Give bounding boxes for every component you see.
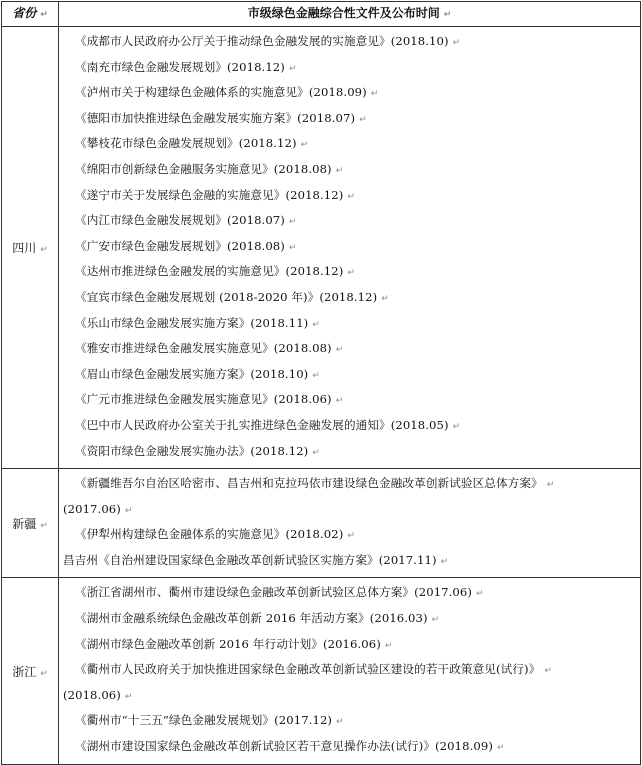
return-mark-icon: ↵ <box>347 531 356 542</box>
list-item <box>75 81 640 107</box>
province-label: 浙江 <box>12 664 37 679</box>
return-mark-icon: ↵ <box>384 640 393 651</box>
list-item <box>75 209 640 235</box>
list-item <box>75 286 640 312</box>
document-title: 《衢州市“十三五”绿色金融发展规划》(2017.12) <box>75 713 333 728</box>
document-title: 《绵阳市创新绿色金融服务实施意见》(2018.08) <box>75 161 332 176</box>
province-cell <box>2 578 59 764</box>
document-title: 《伊犁州构建绿色金融体系的实施意见》(2018.02) <box>75 527 344 542</box>
document-title: 《广元市推进绿色金融发展实施意见》(2018.06) <box>75 392 332 407</box>
policy-table <box>1 1 641 765</box>
table-row <box>2 27 641 469</box>
return-mark-icon: ↵ <box>546 480 555 491</box>
list-item <box>75 30 640 56</box>
document-title: 《资阳市绿色金融发展实施办法》(2018.12) <box>75 443 309 458</box>
document-title: (2018.06) <box>63 687 121 702</box>
document-title: 《衢州市人民政府关于加快推进国家绿色金融改革创新试验区建设的若干政策意见(试行)》 <box>75 662 541 677</box>
return-mark-icon: ↵ <box>312 370 320 381</box>
document-title: 《湖州市金融系统绿色金融改革创新 2016 年活动方案》(2016.03) <box>75 611 428 626</box>
header-row <box>2 2 641 27</box>
return-mark-icon: ↵ <box>431 615 440 626</box>
list-item <box>75 414 640 440</box>
list-item <box>75 633 640 659</box>
document-list-cell <box>59 578 641 764</box>
return-mark-icon: ↵ <box>496 743 505 754</box>
return-mark-icon: ↵ <box>124 691 133 702</box>
document-title: 《巴中市人民政府办公室关于扎实推进绿色金融发展的通知》(2018.05) <box>75 417 449 432</box>
return-mark-icon: ↵ <box>335 396 344 407</box>
return-mark-icon: ↵ <box>443 10 452 20</box>
return-mark-icon: ↵ <box>300 140 309 151</box>
return-mark-icon: ↵ <box>336 717 344 728</box>
list-item <box>75 472 640 498</box>
document-title: (2017.06) <box>63 501 121 516</box>
header-province <box>2 2 59 27</box>
header-content-label: 市级绿色金融综合性文件及公布时间 <box>247 6 440 20</box>
document-title: 《宜宾市绿色金融发展规划 (2018-2020 年)》(2018.12) <box>75 289 378 304</box>
list-item <box>75 709 640 735</box>
return-mark-icon: ↵ <box>124 505 133 516</box>
return-mark-icon: ↵ <box>452 38 461 48</box>
return-mark-icon: ↵ <box>347 268 356 279</box>
return-mark-icon: ↵ <box>40 520 48 531</box>
list-item <box>75 388 640 414</box>
document-title: 《攀枝花市绿色金融发展规划》(2018.12) <box>75 136 297 151</box>
return-mark-icon: ↵ <box>335 165 344 176</box>
return-mark-icon: ↵ <box>312 447 320 458</box>
return-mark-icon: ↵ <box>288 63 297 74</box>
table-row <box>2 469 641 578</box>
list-item <box>59 684 640 710</box>
return-mark-icon: ↵ <box>381 293 389 304</box>
return-mark-icon: ↵ <box>370 89 379 100</box>
document-title: 《德阳市加快推进绿色金融发展实施方案》(2018.07) <box>75 110 356 125</box>
list-item <box>75 523 640 549</box>
document-title: 《雅安市推进绿色金融发展实施意见》(2018.08) <box>75 341 332 356</box>
document-title: 《湖州市绿色金融改革创新 2016 年行动计划》(2016.06) <box>75 636 381 651</box>
table-row <box>2 578 641 764</box>
list-item <box>59 498 640 524</box>
return-mark-icon: ↵ <box>452 421 461 432</box>
header-province-label: 省份 <box>12 6 37 20</box>
document-title: 《眉山市绿色金融发展实施方案》(2018.10) <box>75 366 309 381</box>
province-label: 四川 <box>12 241 37 256</box>
list-item <box>75 312 640 338</box>
list-item <box>75 363 640 389</box>
return-mark-icon: ↵ <box>440 556 449 567</box>
document-title: 《遂宁市关于发展绿色金融的实施意见》(2018.12) <box>75 187 344 202</box>
list-item <box>59 549 640 575</box>
return-mark-icon: ↵ <box>347 191 356 202</box>
list-item <box>75 56 640 82</box>
list-item <box>75 107 640 133</box>
return-mark-icon: ↵ <box>288 217 297 228</box>
document-title: 《达州市推进绿色金融发展的实施意见》(2018.12) <box>75 264 344 279</box>
return-mark-icon: ↵ <box>288 242 297 253</box>
document-title: 《浙江省湖州市、衢州市建设绿色金融改革创新试验区总体方案》(2017.06) <box>75 585 473 600</box>
return-mark-icon: ↵ <box>312 319 320 330</box>
document-title: 《内江市绿色金融发展规划》(2018.07) <box>75 213 285 228</box>
document-title: 《乐山市绿色金融发展实施方案》(2018.11) <box>75 315 309 330</box>
list-item <box>75 440 640 466</box>
list-item <box>75 132 640 158</box>
list-item <box>75 158 640 184</box>
province-cell <box>2 469 59 578</box>
document-title: 《南充市绿色金融发展规划》(2018.12) <box>75 59 285 74</box>
header-content <box>59 2 641 27</box>
return-mark-icon: ↵ <box>544 666 552 677</box>
document-title: 《湖州市建设国家绿色金融改革创新试验区若干意见操作办法(试行)》(2018.09) <box>75 739 493 754</box>
list-item <box>75 735 640 761</box>
return-mark-icon: ↵ <box>40 245 48 256</box>
province-cell <box>2 27 59 469</box>
province-label: 新疆 <box>12 516 37 531</box>
document-title: 《成都市人民政府办公厅关于推动绿色金融发展的实施意见》(2018.10) <box>75 34 449 48</box>
document-title: 《广安市绿色金融发展规划》(2018.08) <box>75 238 285 253</box>
list-item <box>75 260 640 286</box>
document-title: 《新疆维吾尔自治区哈密市、昌吉州和克拉玛依市建设绿色金融改革创新试验区总体方案》 <box>75 476 543 491</box>
list-item <box>75 184 640 210</box>
return-mark-icon: ↵ <box>40 668 48 679</box>
document-list-cell <box>59 27 641 469</box>
table-body <box>2 27 641 765</box>
return-mark-icon: ↵ <box>40 10 48 20</box>
list-item <box>75 235 640 261</box>
return-mark-icon: ↵ <box>335 345 344 356</box>
list-item <box>75 337 640 363</box>
document-title: 《泸州市关于构建绿色金融体系的实施意见》(2018.09) <box>75 85 367 100</box>
document-title: 昌吉州《自治州建设国家绿色金融改革创新试验区实施方案》(2017.11) <box>63 552 437 567</box>
return-mark-icon: ↵ <box>476 589 484 600</box>
return-mark-icon: ↵ <box>359 114 367 125</box>
list-item <box>75 658 640 684</box>
list-item <box>75 581 640 607</box>
document-list-cell <box>59 469 641 578</box>
list-item <box>75 607 640 633</box>
